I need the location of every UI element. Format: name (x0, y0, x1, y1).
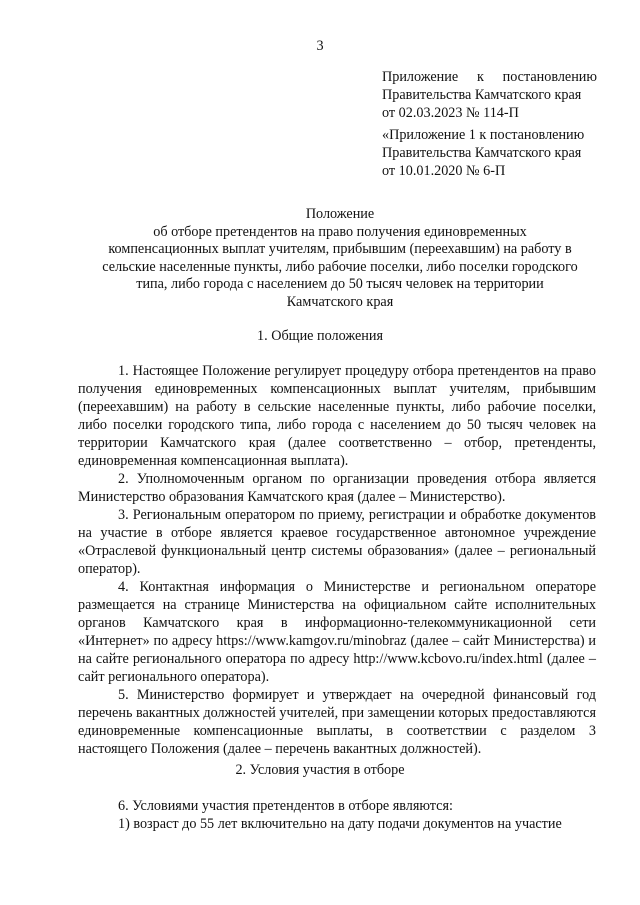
page-number: 3 (316, 38, 324, 54)
appendix-line: от 10.01.2020 № 6-П (382, 163, 506, 179)
appendix-line: Правительства Камчатского края (382, 87, 582, 103)
section-1-body (78, 362, 596, 758)
appendix-line: от 02.03.2023 № 114-П (382, 105, 519, 121)
title-line: типа, либо города с населением до 50 тысяч человек на территории (136, 276, 544, 293)
paragraph: 4. Контактная информация о Министерстве и региональном операторе размещается на странице Министерства на официальном сайте исполнительных органов Камчатского края в информационно-телекоммуникационной сети «Интернет» по адресу https://www.kamgov.ru/minobraz (далее – сайт Министерства) и на сайте регионального оператора по адресу http://www.kcbovo.ru/index.html (далее – сайт регионального оператора). (78, 579, 596, 685)
appendix-original-reference (382, 126, 597, 180)
paragraph: 5. Министерство формирует и утверждает на очередной финансовый год перечень вакантных должностей учителей, при замещении которых предоставляются единовременные компенсационные выплаты, в соответствии с разделом 3 настоящего Положения (далее – перечень вакантных должностей). (78, 687, 596, 757)
section-2-heading: 2. Условия участия в отборе (235, 762, 405, 778)
paragraph: 1) возраст до 55 лет включительно на дату подачи документов на участие (118, 816, 562, 832)
paragraph: 3. Региональным оператором по приему, регистрации и обработке документов на участие в отборе является краевое государственное автономное учреждение «Отраслевой функциональный центр системы образования» (далее – региональный оператор). (78, 507, 596, 577)
section-2-body (78, 797, 596, 833)
title-line: компенсационных выплат учителям, прибывшим (переехавшим) на работу в (108, 241, 572, 258)
title-line: Положение (305, 206, 375, 222)
title-line: Камчатского края (286, 293, 394, 310)
appendix-current-reference (382, 68, 597, 122)
appendix-line: Приложение к постановлению (382, 69, 597, 85)
paragraph: 2. Уполномоченным органом по организации проведения отбора является Министерство образования Камчатского края (далее – Министерство). (78, 471, 596, 505)
appendix-line: «Приложение 1 к постановлению (382, 127, 585, 143)
section-1-heading: 1. Общие положения (257, 328, 383, 344)
paragraph: 6. Условиями участия претендентов в отборе являются: (118, 798, 453, 814)
title-line: об отборе претендентов на право получения единовременных (153, 223, 527, 240)
document-title (80, 206, 600, 312)
paragraph: 1. Настоящее Положение регулирует процедуру отбора претендентов на право получения единовременных компенсационных выплат учителям, прибывшим (переехавшим) на работу в сельские населенные пункты, либо рабочие поселки, либо поселки городского типа, либо города с населением до 50 тысяч человек на территории Камчатского края (далее соответственно – отбор, претенденты, единовременная компенсационная выплата). (78, 363, 596, 469)
appendix-line: Правительства Камчатского края (382, 145, 582, 161)
title-line: сельские населенные пункты, либо рабочие поселки, либо поселки городского (102, 258, 578, 275)
